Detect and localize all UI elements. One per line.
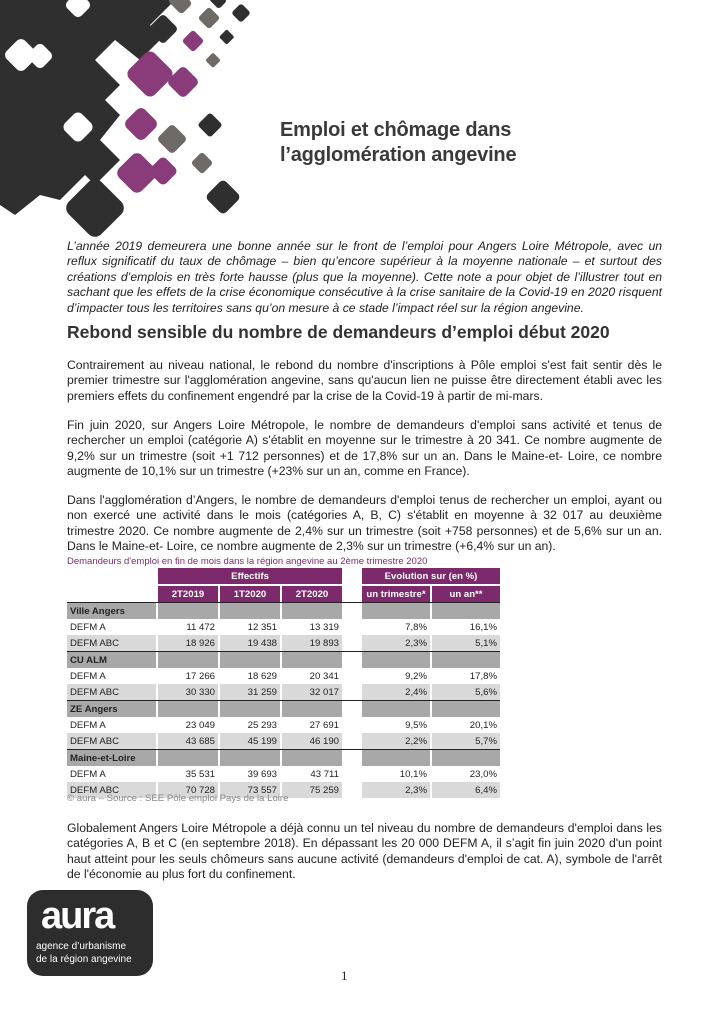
- table-cell: 17,8%: [469, 670, 497, 682]
- row-label: DEFM ABC: [67, 782, 156, 798]
- table-group-row: [67, 651, 500, 668]
- table-cell: 11 472: [186, 621, 215, 633]
- table-group-row: [67, 700, 500, 717]
- table-cell: 2,2%: [362, 733, 430, 749]
- table-cell: 13 319: [309, 621, 339, 633]
- row-label: DEFM A: [70, 768, 106, 780]
- table-cell: 75 259: [282, 782, 342, 798]
- column-header: un trimestre*: [362, 586, 430, 602]
- table-cell: 19 893: [282, 635, 342, 651]
- table-cell: 19 438: [220, 635, 280, 651]
- table-cell: 2,4%: [362, 684, 430, 700]
- table-body: [67, 602, 500, 798]
- table-group-row: [67, 749, 500, 766]
- decorative-diamond-pattern: [0, 0, 300, 240]
- logo-wordmark: aura: [41, 895, 114, 937]
- row-label: DEFM A: [70, 670, 106, 682]
- table-group-header-row: [67, 568, 500, 584]
- column-header: 2T2019: [158, 586, 218, 602]
- table-cell: 32 017: [282, 684, 342, 700]
- paragraph-4: Globalement Angers Loire Métropole a déjà connu un tel niveau du nombre de demandeurs d'emploi dans les catégories A, B et C (en septembre 2018). En dépassant les 20 000 DEFM A, il s’agit fin juin 2020 d'un point haut atteint pour les seuls chômeurs sans aucune activité (demandeurs d'emploi de cat. A), symbole de l'arrêt de l'économie au plus fort du confinement.: [67, 821, 662, 882]
- unemployment-table: [67, 568, 500, 798]
- table-cell: 7,8%: [405, 621, 427, 633]
- group-label: CU ALM: [67, 652, 156, 668]
- paragraph-3: Dans l'agglomération d’Angers, le nombre de demandeurs d'emploi tenus de rechercher un emploi, ayant ou non exercé une activité dans le mois (catégories A, B, C) s'établit en moyenne à 32 017 au deuxième trimestre 2020. Ce nombre augmente de 2,4% sur un trimestre (soit +758 personnes) et de 5,6% sur un an. Dans le Maine-et- Loire, ce nombre augmente de 2,3% sur un trimestre (+6,4% sur un an).: [67, 493, 662, 554]
- table-cell: 23 049: [185, 719, 215, 731]
- table-cell: 9,2%: [405, 670, 427, 682]
- table-cell: 16,1%: [469, 621, 497, 633]
- table-cell: 6,4%: [432, 782, 500, 798]
- row-label: DEFM A: [70, 719, 106, 731]
- table-column-header-row: [67, 586, 500, 602]
- table-row: [67, 717, 500, 733]
- column-header: un an**: [432, 586, 500, 602]
- table-source: © aura – Source : SEE Pôle emploi Pays de la Loire: [67, 793, 289, 804]
- paragraph-1: Contrairement au niveau national, le rebond du nombre d'inscriptions à Pôle emploi s'est fait sentir dès le premier trimestre sur l'agglomération angevine, sans qu'aucun lien ne puisse être directement établi avec les premiers effets du confinement engendré par la crise de la Covid-19 à partir de mi-mars.: [67, 358, 662, 403]
- group-label: ZE Angers: [67, 701, 156, 717]
- table-row: [67, 668, 500, 684]
- table-cell: 30 330: [158, 684, 218, 700]
- table-cell: 43 711: [310, 768, 339, 780]
- row-label: DEFM ABC: [67, 733, 156, 749]
- table-cell: 20 341: [309, 670, 339, 682]
- header-effectifs: Effectifs: [158, 568, 342, 584]
- table-cell: 39 693: [247, 768, 277, 780]
- table-row: [67, 635, 500, 651]
- table-cell: 46 190: [282, 733, 342, 749]
- document-title: [280, 118, 516, 168]
- table-cell: 2,3%: [362, 635, 430, 651]
- table-row: [67, 766, 500, 782]
- table-cell: 23,0%: [469, 768, 497, 780]
- page-number: 1: [341, 968, 348, 983]
- table-row: [67, 619, 500, 635]
- table-cell: 18 629: [247, 670, 277, 682]
- table-cell: 5,1%: [432, 635, 500, 651]
- row-label: DEFM ABC: [67, 635, 156, 651]
- paragraph-2: Fin juin 2020, sur Angers Loire Métropole, le nombre de demandeurs d'emploi sans activité et tenus de rechercher un emploi (catégorie A) s'établit en moyenne sur le trimestre à 20 341. Ce nombre augmente de 9,2% sur un trimestre (soit +1 712 personnes) et de 17,8% sur un an. Dans le Maine-et- Loire, ce nombre augmente de 10,1% sur un trimestre (+23% sur un an, comme en France).: [67, 418, 662, 479]
- table-cell: 43 685: [158, 733, 218, 749]
- table-cell: 31 259: [220, 684, 280, 700]
- column-header: 1T2020: [220, 586, 280, 602]
- table-cell: 5,7%: [432, 733, 500, 749]
- table-cell: 5,6%: [432, 684, 500, 700]
- aura-logo: [27, 890, 153, 976]
- table-row: [67, 733, 500, 749]
- table-row: [67, 684, 500, 700]
- table-cell: 18 926: [158, 635, 218, 651]
- intro-paragraph: L’année 2019 demeurera une bonne année sur le front de l’emploi pour Angers Loire Métropole, avec un reflux significatif du taux de chômage – bien qu’encore supérieur à la moyenne nationale – et surtout des créations d’emplois en très forte hausse (plus que la moyenne). Cette note a pour objet de l’illustrer tout en sachant que les effets de la crise économique consécutive à la crise sanitaire de la Covid-19 en 2020 risquent d’impacter tous les territoires sans qu’on mesure à ce stade l’impact réel sur la région angevine.: [67, 239, 662, 315]
- table-caption: Demandeurs d'emploi en fin de mois dans la région angevine au 2ème trimestre 2020: [67, 556, 428, 567]
- column-header: 2T2020: [282, 586, 342, 602]
- table-cell: 25 293: [247, 719, 277, 731]
- table-cell: 73 557: [220, 782, 280, 798]
- table-cell: 27 691: [309, 719, 339, 731]
- table-group-row: [67, 602, 500, 619]
- section-heading: Rebond sensible du nombre de demandeurs d’emploi début 2020: [67, 322, 610, 342]
- group-label: Maine-et-Loire: [67, 750, 156, 766]
- row-label: DEFM A: [70, 621, 106, 633]
- table-cell: 10,1%: [399, 768, 427, 780]
- table-cell: 9,5%: [405, 719, 427, 731]
- row-label: DEFM ABC: [67, 684, 156, 700]
- header-evolution: Evolution sur (en %): [362, 568, 500, 584]
- table-cell: 45 199: [220, 733, 280, 749]
- table-cell: 2,3%: [362, 782, 430, 798]
- title-line-2: l’agglomération angevine: [280, 144, 517, 166]
- group-label: Ville Angers: [67, 603, 156, 619]
- table-cell: 17 266: [185, 670, 215, 682]
- table-cell: 12 351: [247, 621, 277, 633]
- table-cell: 20,1%: [469, 719, 497, 731]
- title-line-1: Emploi et chômage dans: [280, 119, 512, 141]
- logo-tagline: agence d’urbanisme de la région angevine: [36, 941, 132, 965]
- table-cell: 70 728: [158, 782, 218, 798]
- table-cell: 35 531: [185, 768, 215, 780]
